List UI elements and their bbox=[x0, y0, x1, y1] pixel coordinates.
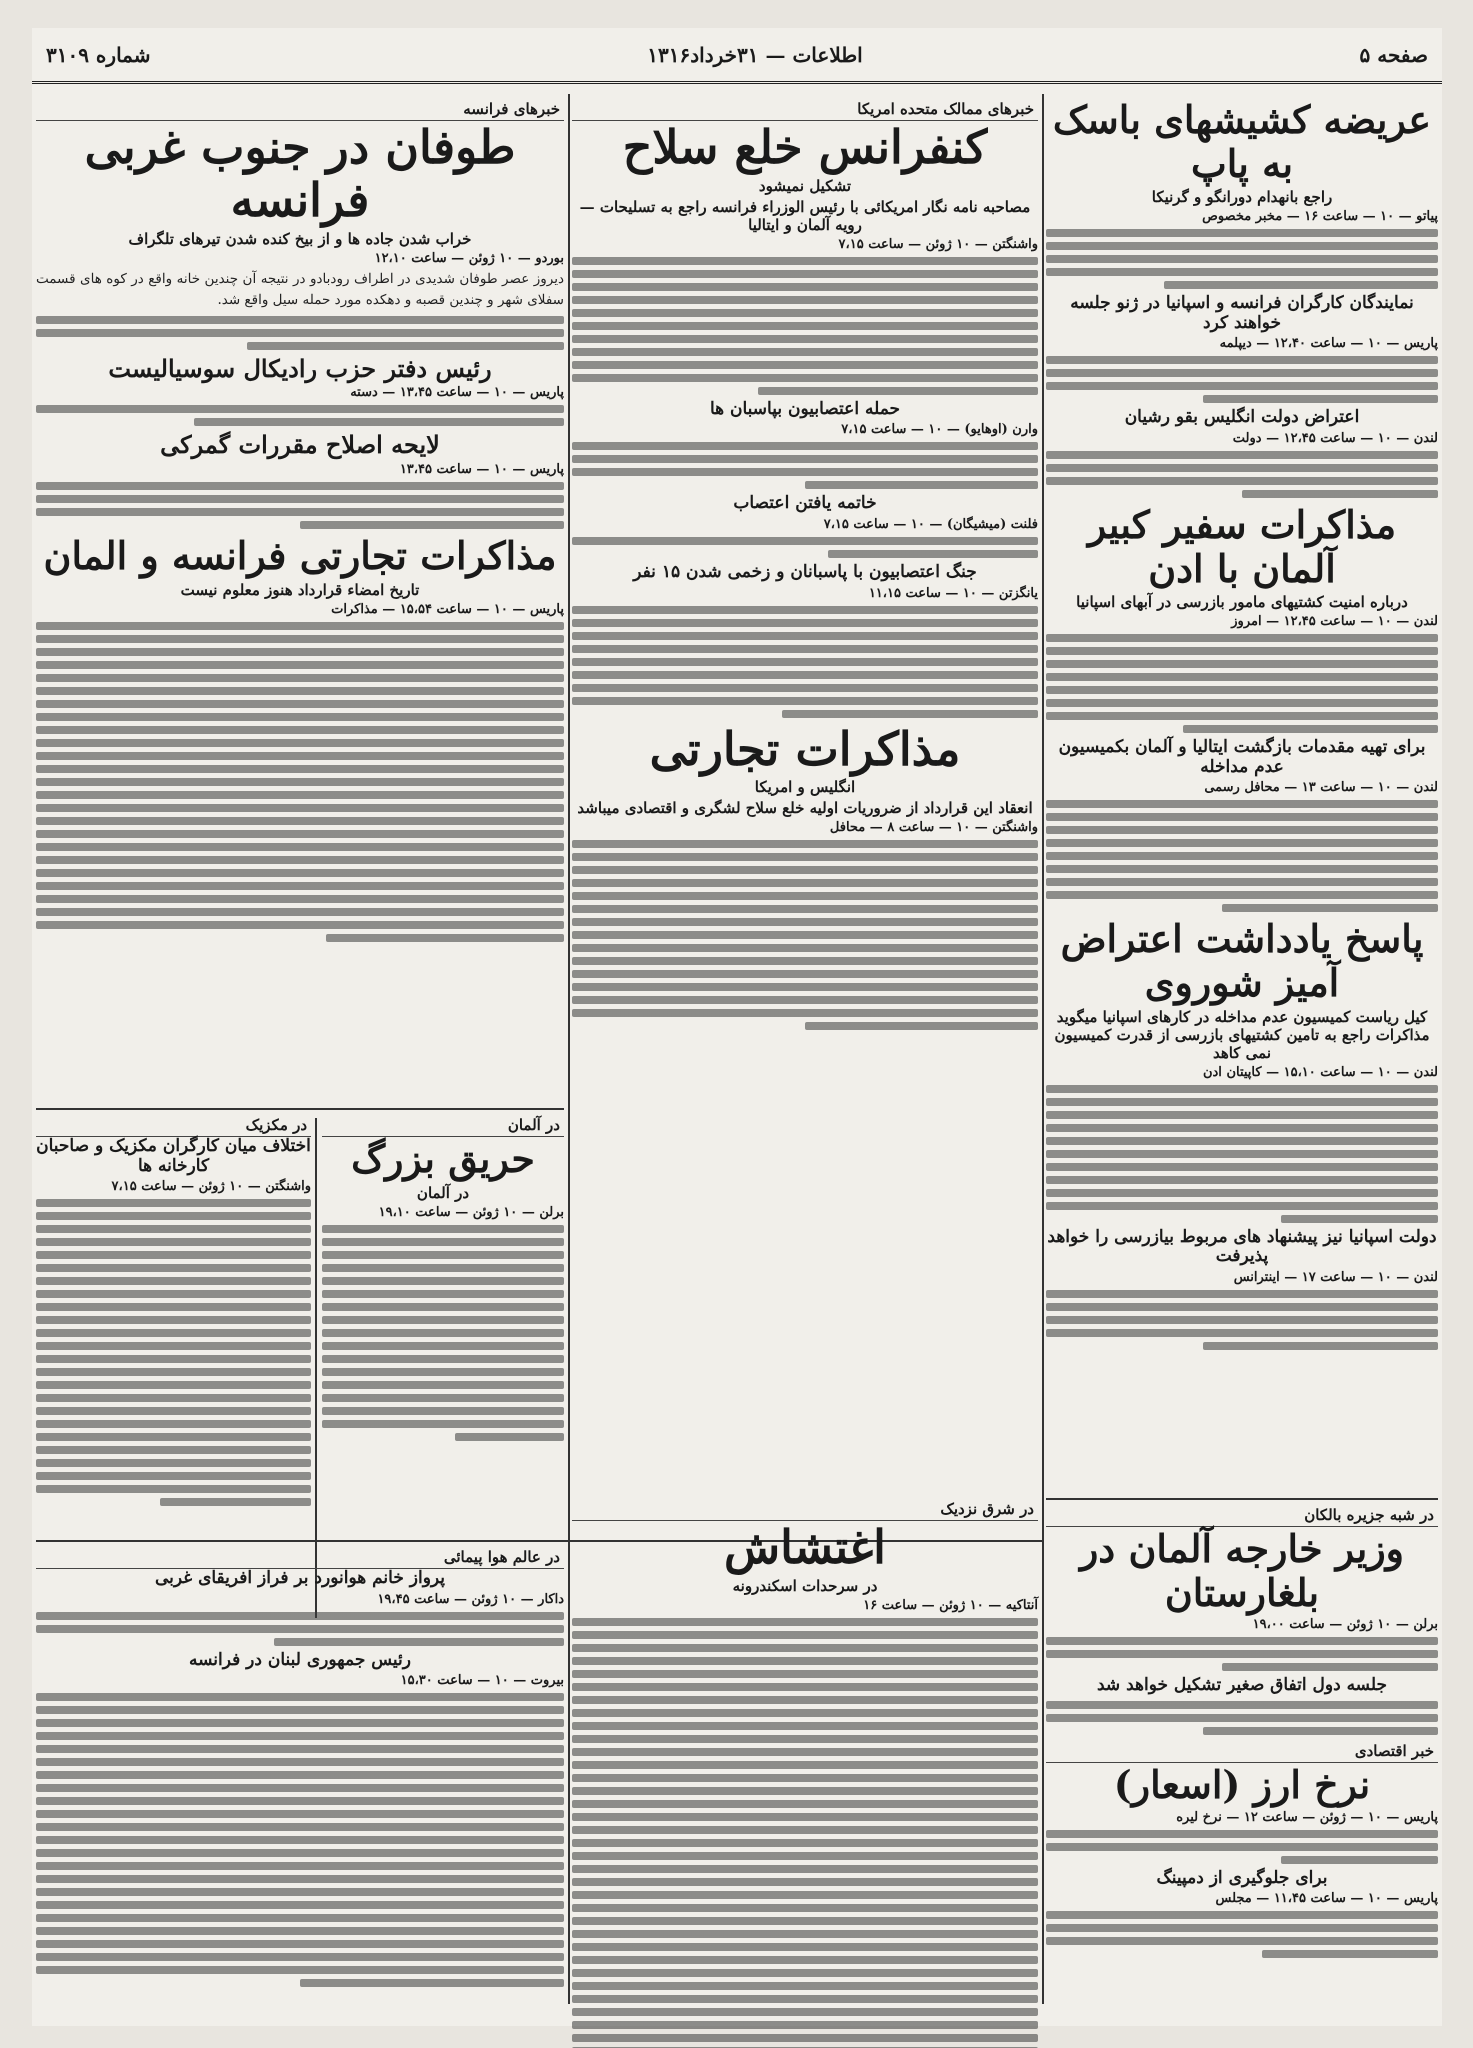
storm-body: دیروز عصر طوفان شدیدی در اطراف رودبادو در نتیجه آن چندین خانه واقع در کوه های قسمت سفلای شهر و چندین قصبه و دهکده مورد حمله سیل واقع شد. bbox=[36, 270, 564, 308]
article-body bbox=[36, 482, 564, 529]
article-body bbox=[322, 1225, 564, 1441]
east-kicker: در شرق نزدیک bbox=[572, 1498, 1038, 1521]
air-kicker: در عالم هوا پیمائی bbox=[36, 1546, 564, 1569]
customs-dateline: پاریس — ۱۰ — ساعت ۱۳،۴۵ bbox=[399, 461, 564, 477]
trade-headline: مذاکرات تجارتی فرانسه و المان bbox=[43, 532, 557, 578]
aden-dateline: لندن — ۱۰ — ساعت ۱۲،۴۵ — امروز bbox=[1231, 614, 1438, 630]
article-body bbox=[36, 316, 564, 350]
article-body bbox=[1046, 1701, 1438, 1735]
column-rule bbox=[1042, 94, 1044, 2004]
article-body bbox=[1046, 634, 1438, 733]
fight-headline: جنگ اعتصابیون با پاسبانان و زخمی شدن ۱۵ نفر bbox=[633, 561, 977, 582]
ustrade-headline: مذاکرات تجارتی bbox=[649, 721, 961, 776]
rates-dateline: پاریس — ۱۰ — ژوئن — ساعت ۱۲ — نرخ لیره bbox=[1176, 1809, 1438, 1825]
aden-headline: مذاکرات سفیر کبیر آلمان با ادن bbox=[1087, 502, 1397, 591]
spain-dateline: لندن — ۱۰ — ساعت ۱۷ — اینترانس bbox=[1233, 1269, 1438, 1285]
trade-dateline: پاریس — ۱۰ — ساعت ۱۵،۵۴ — مذاکرات bbox=[331, 601, 564, 617]
article-body bbox=[36, 1199, 311, 1506]
bulgaria-headline: وزیر خارجه آلمان در بلغارستان bbox=[1079, 1526, 1405, 1615]
bulgaria-dateline: برلن — ۱۰ ژوئن — ساعت ۱۹،۰۰ bbox=[1252, 1617, 1438, 1633]
riot-dateline: آنتاکیه — ۱۰ ژوئن — ساعت ۱۶ bbox=[863, 1597, 1038, 1613]
article-body bbox=[36, 405, 564, 426]
strike-dateline: وارن (اوهایو) — ۱۰ — ساعت ۷،۱۵ bbox=[841, 422, 1038, 438]
ustrade-dateline: واشنگتن — ۱۰ — ساعت ۸ — محافل bbox=[829, 820, 1038, 836]
mexico-headline: اختلاف میان کارگران مکزیک و صاحبان کارخانه ها bbox=[36, 1136, 311, 1176]
us-news-kicker: خبرهای ممالک متحده امریکا bbox=[572, 98, 1038, 121]
article-body bbox=[572, 442, 1038, 489]
article-body bbox=[572, 606, 1038, 718]
article-body bbox=[572, 537, 1038, 558]
germany-kicker: در آلمان bbox=[322, 1114, 564, 1137]
france-news-kicker: خبرهای فرانسه bbox=[36, 98, 564, 121]
article-body bbox=[1046, 1290, 1438, 1350]
issue-number: شماره ۳۱۰۹ bbox=[46, 42, 151, 67]
riot-subheadline: در سرحدات اسکندرونه bbox=[732, 1576, 878, 1595]
section-rule bbox=[1046, 1498, 1438, 1500]
column-rule bbox=[568, 94, 570, 2004]
balkan-section bbox=[1046, 1504, 1438, 1963]
disarm-headline: کنفرانس خلع سلاح bbox=[622, 120, 988, 174]
article-body bbox=[1046, 356, 1438, 403]
ustrade-subheadline-2: انعقاد این قرارداد از ضروریات اولیه خلع سلاح لشگری و اقتصادی میباشد bbox=[577, 799, 1033, 818]
article-body bbox=[1046, 1085, 1438, 1223]
geneva-headline: نمایندگان کارگران فرانسه و اسپانیا در ژنو جلسه خواهند کرد bbox=[1070, 293, 1414, 333]
ustrade-subheadline: انگلیس و امریکا bbox=[754, 778, 856, 797]
balkan-kicker: در شبه جزیره بالکان bbox=[1046, 1504, 1438, 1527]
soviet-dateline: لندن — ۱۰ — ساعت ۱۵،۱۰ — کاپیتان ادن bbox=[1202, 1064, 1438, 1080]
protest-headline: اعتراض دولت انگلیس بقو رشیان bbox=[1124, 407, 1360, 428]
disarm-subheadline-2: مصاحبه نامه نگار امریکائی با رئیس الوزراء فرانسه راجع به تسلیحات — رویه آلمان و ایتالیا bbox=[579, 197, 1031, 234]
section-rule bbox=[36, 1108, 564, 1110]
soviet-subheadline: کیل ریاست کمیسیون عدم مداخله در کارهای اسپانیا میگوید مذاکرات راجع به تامین کشتیهای بازرسی از قدرت کمیسیون نمی کاهد bbox=[1054, 1007, 1430, 1062]
paper-date: اطلاعات — ۳۱خرداد۱۳۱۶ bbox=[647, 42, 863, 67]
fight-dateline: یانگزتن — ۱۰ — ساعت ۱۱،۱۵ bbox=[868, 585, 1038, 601]
article-body bbox=[1046, 1830, 1438, 1864]
return-headline: برای تهیه مقدمات بازگشت ایتالیا و آلمان بکمیسیون عدم مداخله bbox=[1058, 737, 1426, 777]
article-body bbox=[572, 257, 1038, 395]
riot-headline: اغتشاش bbox=[724, 1520, 886, 1574]
pope-dateline: پیاتو — ۱۰ — ساعت ۱۶ — مخبر مخصوص bbox=[1202, 209, 1438, 225]
page-number: صفحه ۵ bbox=[1359, 42, 1428, 67]
article-body bbox=[1046, 451, 1438, 498]
strike-end-dateline: فلنت (میشیگان) — ۱۰ — ساعت ۷،۱۵ bbox=[823, 516, 1038, 532]
return-dateline: لندن — ۱۰ — ساعت ۱۳ — محافل رسمی bbox=[1204, 780, 1438, 796]
article-body bbox=[1046, 800, 1438, 912]
soviet-headline: پاسخ یادداشت اعتراض آمیز شوروی bbox=[1060, 916, 1424, 1006]
radical-headline: رئیس دفتر حزب رادیکال سوسیالیست bbox=[108, 353, 492, 383]
article-body bbox=[572, 1618, 1038, 2048]
rates-subheadline: برای جلوگیری از دمپینگ bbox=[1156, 1867, 1328, 1888]
spain-headline: دولت اسپانیا نیز پیشنهاد های مربوط بیازرسی را خواهد پذیرفت bbox=[1047, 1226, 1437, 1267]
customs-headline: لایحه اصلاح مقررات گمرکی bbox=[160, 430, 440, 460]
pope-subheadline: راجع بانهدام دورانگو و گرنیکا bbox=[1151, 188, 1333, 207]
article-body bbox=[36, 1693, 564, 1987]
germany-section bbox=[322, 1114, 564, 1446]
near-east-section bbox=[572, 1498, 1038, 2048]
strike-end-headline: خاتمه یافتن اعتصاب bbox=[733, 493, 877, 514]
storm-subheadline: خراب شدن جاده ها و از بیخ کنده شدن تیرهای تلگراف bbox=[128, 229, 472, 248]
strike-headline: حمله اعتصابیون بپاسبان ها bbox=[709, 398, 901, 419]
air-dateline: داکار — ۱۰ ژوئن — ساعت ۱۹،۴۵ bbox=[377, 1591, 564, 1607]
lebanon-dateline: بیروت — ۱۰ — ساعت ۱۵،۳۰ bbox=[400, 1673, 564, 1689]
air-headline: پرواز خانم هوانورد بر فراز افریقای غربی bbox=[154, 1568, 446, 1588]
protest-dateline: لندن — ۱۰ — ساعت ۱۲،۴۵ — دولت bbox=[1232, 431, 1438, 447]
econ-kicker: خبر اقتصادی bbox=[1046, 1740, 1438, 1763]
geneva-dateline: پاریس — ۱۰ — ساعت ۱۲،۴۰ — دیپلمه bbox=[1219, 336, 1438, 352]
lebanon-headline: رئیس جمهوری لبنان در فرانسه bbox=[188, 1649, 411, 1670]
fire-dateline: برلن — ۱۰ ژوئن — ساعت ۱۹،۱۰ bbox=[378, 1204, 564, 1220]
article-body bbox=[1046, 1637, 1438, 1671]
column-rule bbox=[315, 1118, 317, 1618]
mexico-kicker: در مکزیک bbox=[36, 1114, 311, 1137]
storm-dateline: بوردو — ۱۰ ژوئن — ساعت ۱۲،۱۰ bbox=[374, 250, 564, 266]
article-body bbox=[36, 1612, 564, 1646]
newspaper-page bbox=[32, 28, 1442, 2026]
mexico-dateline: واشنگتن — ۱۰ ژوئن — ساعت ۷،۱۵ bbox=[111, 1179, 311, 1195]
radical-dateline: پاریس — ۱۰ — ساعت ۱۳،۴۵ — دسته bbox=[350, 385, 564, 401]
bulgaria-subheadline: جلسه دول اتفاق صغیر تشکیل خواهد شد bbox=[1097, 1675, 1387, 1696]
aden-subheadline: درباره امنیت کشتیهای مامور بازرسی در آبهای اسپانیا bbox=[1076, 593, 1408, 612]
storm-headline: طوفان در جنوب غربی فرانسه bbox=[84, 120, 516, 227]
rates-headline: نرخ ارز (اسعار) bbox=[1113, 1761, 1371, 1807]
trade-subheadline: تاریخ امضاء قرارداد هنوز معلوم نیست bbox=[180, 580, 420, 599]
article-body bbox=[36, 622, 564, 942]
rates-dateline-2: پاریس — ۱۰ — ساعت ۱۱،۴۵ — مجلس bbox=[1215, 1891, 1438, 1907]
column-left bbox=[36, 98, 564, 1108]
mexico-section bbox=[36, 1114, 311, 1511]
masthead bbox=[32, 28, 1442, 84]
pope-headline: عریضه کشیشهای باسک به پاپ bbox=[1052, 98, 1432, 186]
article-body bbox=[1046, 229, 1438, 289]
article-body bbox=[1046, 1911, 1438, 1958]
article-body bbox=[572, 840, 1038, 1030]
disarm-subheadline: تشکیل نمیشود bbox=[758, 176, 852, 195]
fire-headline: حریق بزرگ bbox=[351, 1136, 535, 1181]
disarm-dateline: واشنگتن — ۱۰ ژوئن — ساعت ۷،۱۵ bbox=[838, 236, 1038, 252]
aviation-section bbox=[36, 1546, 564, 1992]
fire-subheadline: در آلمان bbox=[416, 1183, 470, 1202]
